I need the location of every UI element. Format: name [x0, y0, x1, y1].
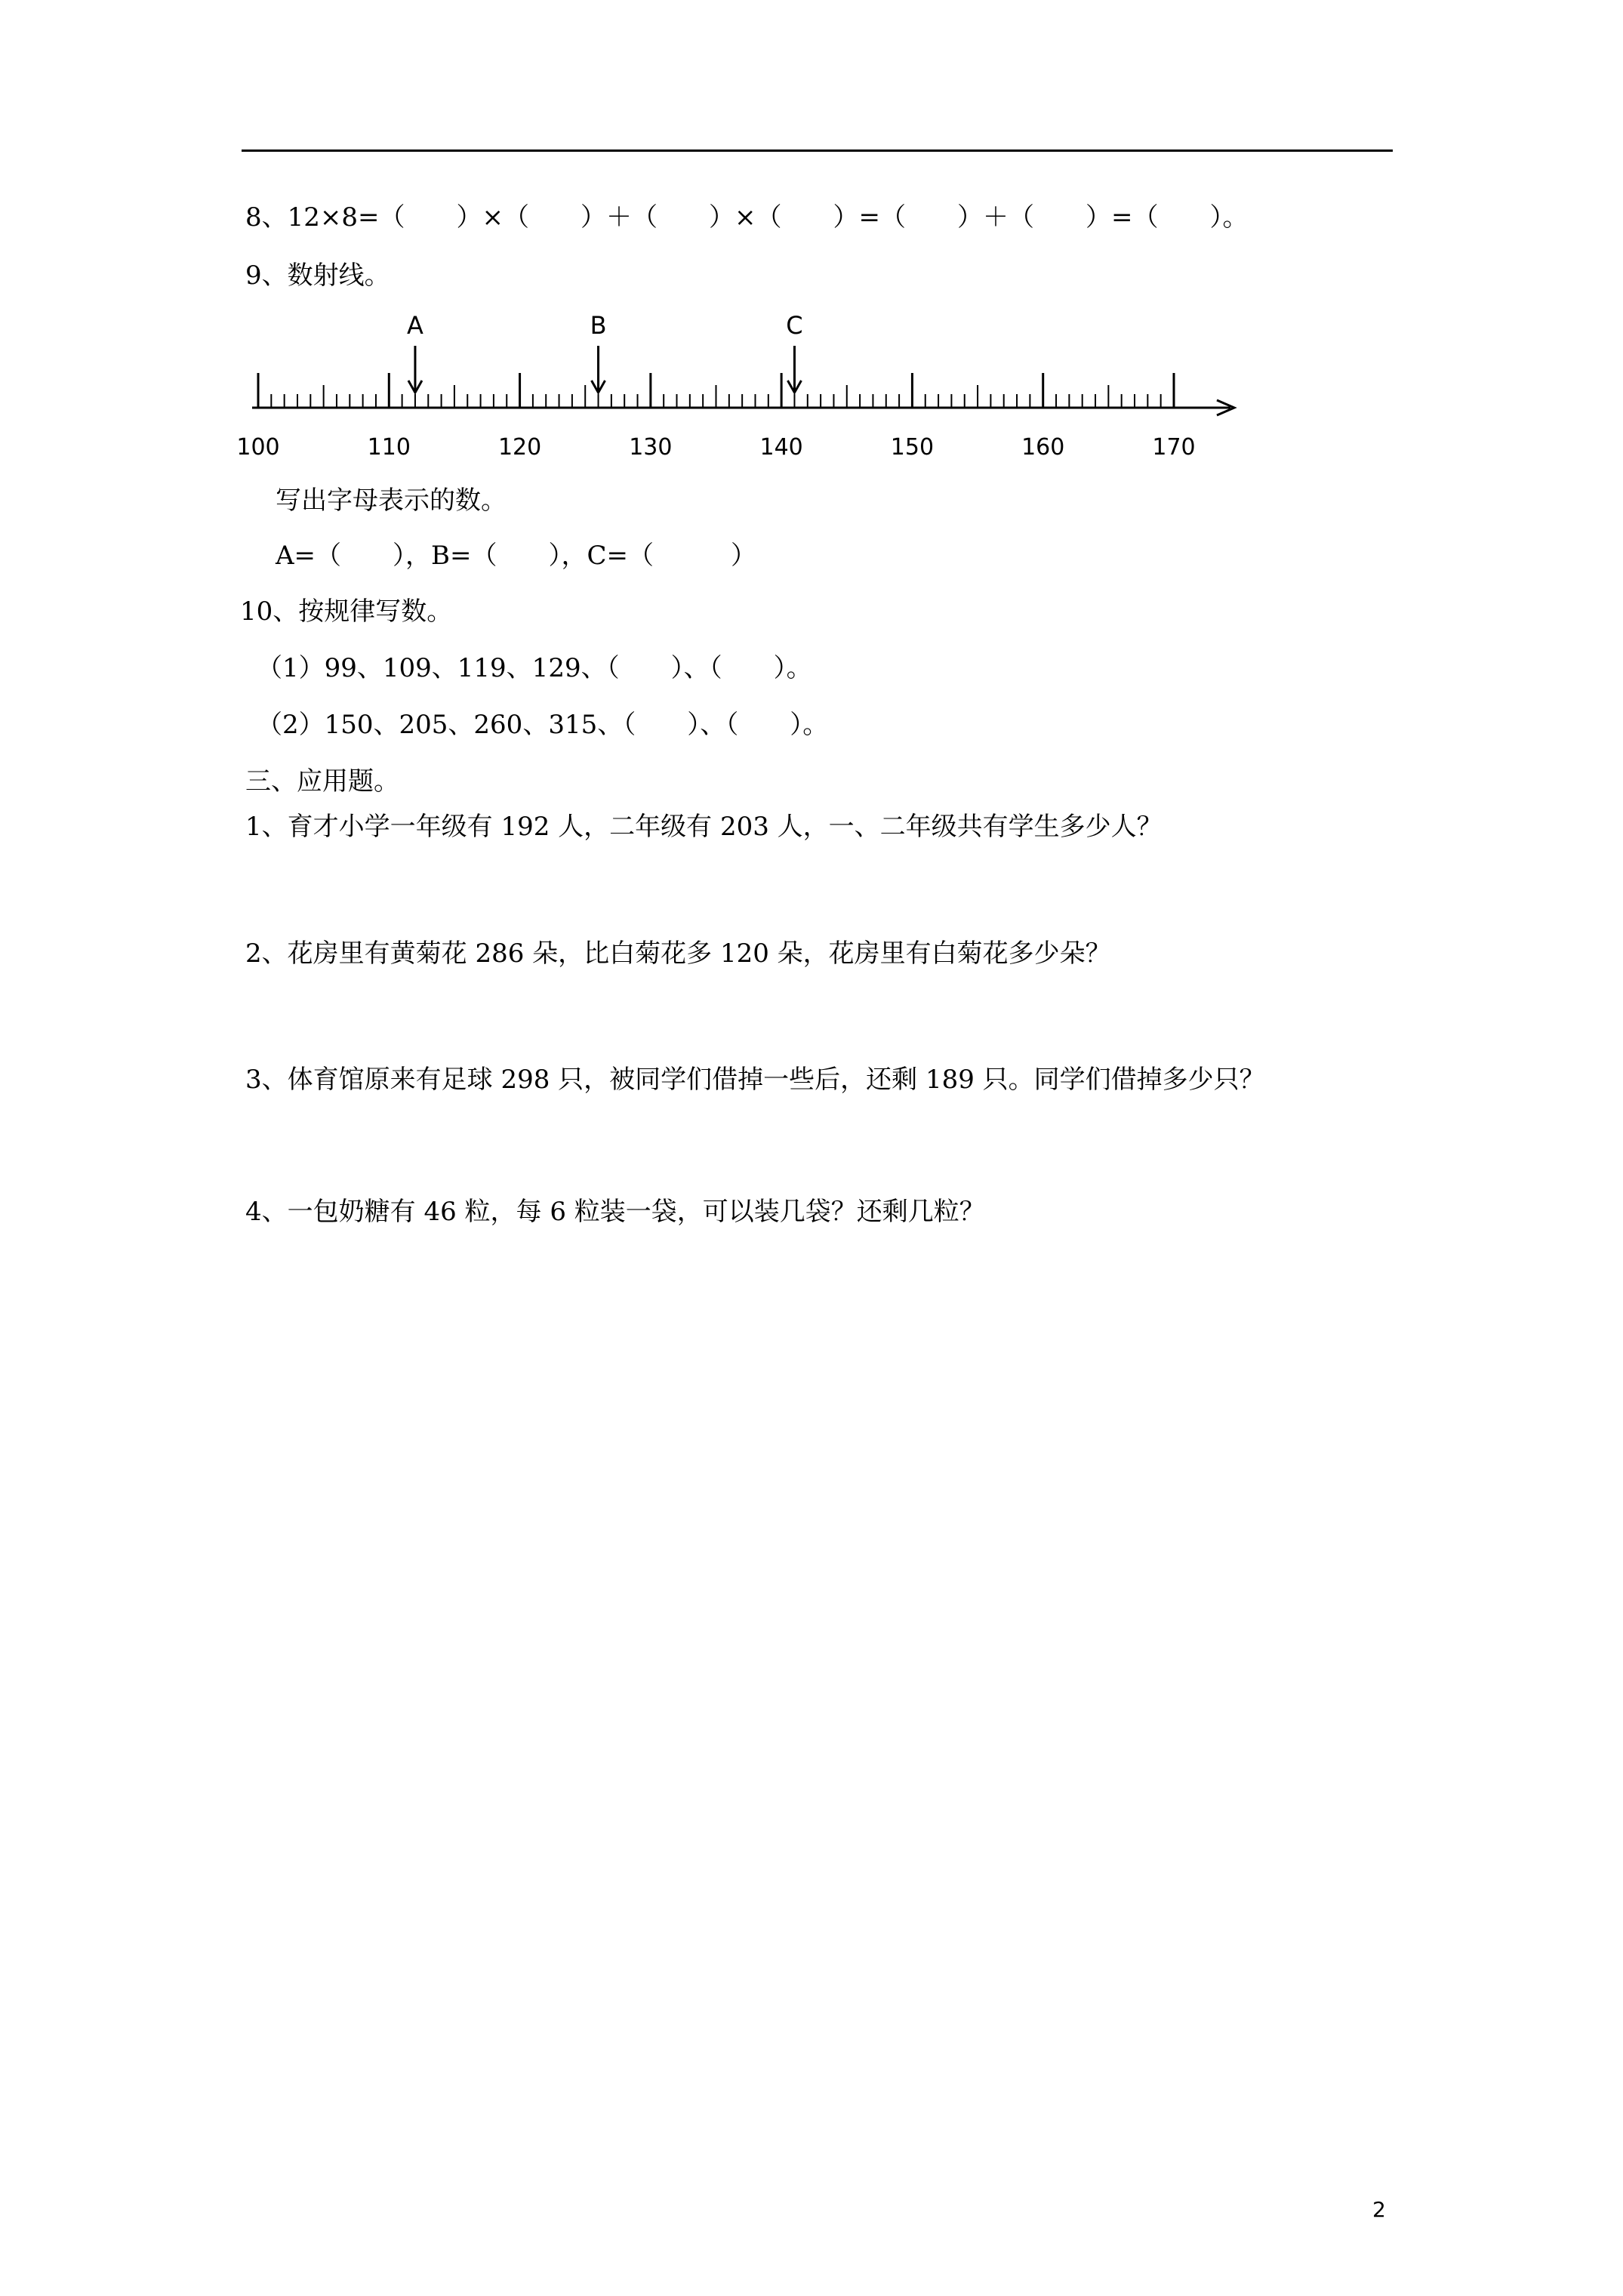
marker-b-label: B [590, 311, 607, 340]
section-3-heading: 三、应用题。 [245, 766, 399, 797]
tick-label: 120 [497, 434, 542, 461]
question-8: 8、12×8=（ ）×（ ）＋（ ）×（ ）=（ ）＋（ ）=（ ）。 [245, 202, 1249, 233]
tick-label: 150 [890, 434, 935, 461]
tick-label: 160 [1021, 434, 1065, 461]
word-problem-1: 1、育才小学一年级有 192 人，二年级有 203 人，一、二年级共有学生多少人？ [245, 812, 1163, 842]
page-number: 2 [1372, 2197, 1386, 2222]
tick-label: 140 [759, 434, 803, 461]
word-problem-2: 2、花房里有黄菊花 286 朵，比白菊花多 120 朵，花房里有白菊花多少朵？ [245, 938, 1111, 969]
question-9-instruction: 写出字母表示的数。 [276, 485, 507, 516]
tick-label: 130 [629, 434, 673, 461]
question-10-title: 10、按规律写数。 [240, 596, 453, 627]
question-9-title: 9、数射线。 [245, 260, 390, 291]
header-rule [242, 149, 1393, 152]
word-problem-4: 4、一包奶糖有 46 粒，每 6 粒装一袋，可以装几袋？还剩几粒？ [245, 1197, 985, 1227]
marker-c-label: C [786, 311, 803, 340]
word-problem-3: 3、体育馆原来有足球 298 只，被同学们借掉一些后，还剩 189 只。同学们借掉多少只？ [245, 1065, 1265, 1095]
number-line [236, 302, 1298, 476]
tick-label: 100 [236, 434, 280, 461]
question-10-item-1: （1）99、109、119、129、（ ）、（ ）。 [257, 653, 812, 683]
question-10-item-2: （2）150、205、260、315、（ ）、（ ）。 [257, 710, 829, 740]
tick-label: 110 [367, 434, 411, 461]
question-9-answers: A=（ ），B=（ ），C=（ ） [276, 541, 757, 571]
marker-a-label: A [406, 311, 423, 340]
tick-label: 170 [1152, 434, 1196, 461]
